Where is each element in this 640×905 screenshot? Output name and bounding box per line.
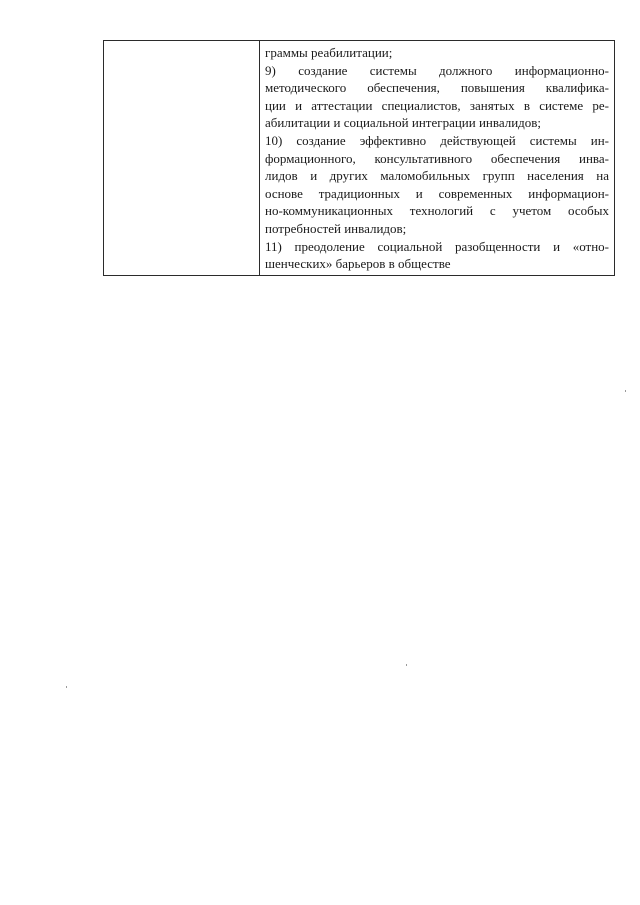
- text-line: методического обеспечения, повышения квалифика-: [265, 80, 609, 96]
- text-line: лидов и других маломобильных групп населения на: [265, 168, 609, 184]
- text-line: но-коммуникационных технологий с учетом особых: [265, 203, 609, 219]
- text-line: ции и аттестации специалистов, занятых в системе ре-: [265, 97, 609, 113]
- text-line: абилитации и социальной интеграции инвалидов;: [265, 115, 542, 131]
- table-right-cell: [260, 41, 614, 275]
- scan-speck: [406, 664, 407, 666]
- text-line: 11) преодоление социальной разобщенности и «отно-: [265, 238, 609, 254]
- text-line: 10) создание эффективно действующей системы ин-: [265, 132, 609, 148]
- text-line: основе традиционных и современных информацион-: [265, 185, 609, 201]
- document-table: [103, 40, 615, 276]
- scan-speck: [625, 390, 626, 392]
- table-left-cell: [104, 41, 260, 275]
- text-line: шенческих» барьеров в обществе: [265, 256, 451, 272]
- text-line: потребностей инвалидов;: [265, 220, 407, 236]
- scan-speck: [66, 686, 67, 688]
- text-line: 9) создание системы должного информационно-: [265, 62, 609, 78]
- text-line: формационного, консультативного обеспечения инва-: [265, 150, 609, 166]
- text-line: граммы реабилитации;: [265, 45, 393, 60]
